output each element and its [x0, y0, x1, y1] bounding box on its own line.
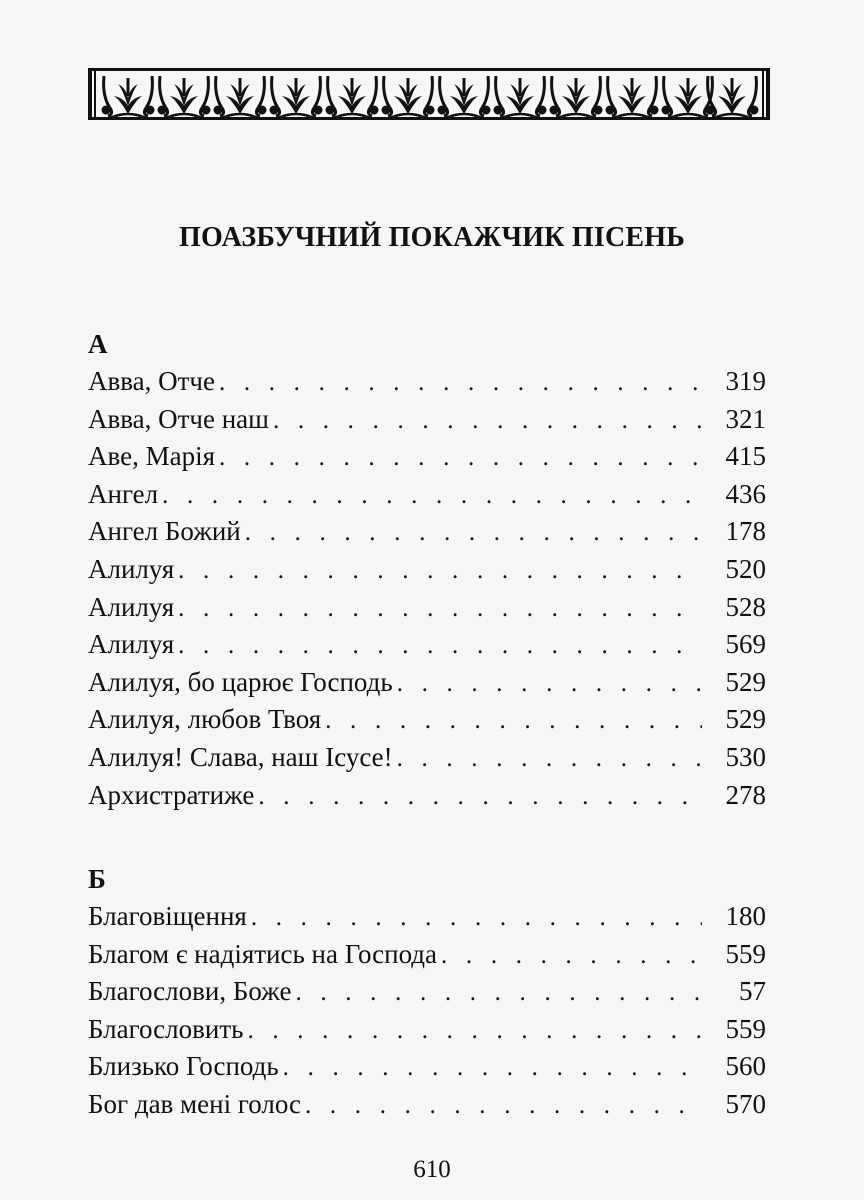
- index-entry: [88, 476, 766, 514]
- index-section-b: [88, 860, 766, 1124]
- dot-leader: [251, 899, 702, 937]
- song-page-number: 570: [725, 1088, 766, 1119]
- song-title: Ангел: [88, 478, 159, 509]
- song-page-number: 415: [725, 441, 766, 472]
- song-title: Алилуя, бо царює Господь: [88, 666, 393, 697]
- dot-leader: [219, 439, 702, 477]
- index-entry: [88, 664, 766, 702]
- song-title: Аве, Марія: [88, 441, 215, 472]
- song-title: Алилуя: [88, 591, 175, 622]
- song-title: Авва, Отче: [88, 366, 215, 396]
- index-entry: [88, 363, 766, 401]
- song-title: Благословить: [88, 1013, 244, 1044]
- index-entry: [88, 936, 766, 974]
- song-page-number: 321: [725, 403, 766, 434]
- song-page-number: 559: [725, 938, 766, 969]
- song-title: Благом є надіятись на Господа: [88, 938, 438, 969]
- index-entry: [88, 1048, 766, 1086]
- index-entry: [88, 626, 766, 664]
- index-entry: [88, 777, 766, 815]
- dot-leader: [325, 702, 702, 740]
- dot-leader: [283, 1049, 702, 1087]
- dot-leader: [295, 974, 702, 1012]
- song-title: Алилуя: [88, 553, 175, 584]
- song-title: Благослови, Боже: [88, 976, 292, 1007]
- index-entry: [88, 1086, 766, 1124]
- index-title: ПОАЗБУЧНИЙ ПОКАЖЧИК ПІСЕНЬ: [179, 222, 685, 253]
- song-title: Алилуя: [88, 629, 175, 660]
- song-page-number: 530: [725, 741, 766, 772]
- dot-leader: [397, 665, 702, 703]
- dot-leader: [273, 402, 702, 440]
- dot-leader: [397, 740, 702, 778]
- index-section-a: [88, 325, 766, 814]
- song-page-number: 560: [725, 1051, 766, 1082]
- section-letter: Б: [88, 864, 106, 894]
- index-entry: [88, 551, 766, 589]
- song-title: Алилуя, любов Твоя: [88, 704, 322, 735]
- dot-leader: [258, 778, 702, 816]
- song-page-number: 278: [725, 779, 766, 810]
- index-entry: [88, 1011, 766, 1049]
- section-letter: А: [88, 329, 108, 359]
- song-title: Благовіщення: [88, 901, 247, 931]
- index-entry: [88, 739, 766, 777]
- index-entry: [88, 589, 766, 627]
- dot-leader: [305, 1087, 702, 1125]
- song-title: Ангел Божий: [88, 516, 241, 547]
- song-title: Алилуя! Слава, наш Ісусе!: [88, 741, 393, 772]
- song-page-number: 180: [725, 901, 766, 931]
- dot-leader: [441, 937, 702, 975]
- song-page-number: 528: [725, 591, 766, 622]
- decorative-ornament-border: [88, 66, 770, 122]
- song-page-number: 520: [725, 553, 766, 584]
- index-entry: [88, 898, 766, 936]
- index-entry: [88, 438, 766, 476]
- index-entry: [88, 701, 766, 739]
- index-entry: [88, 973, 766, 1011]
- page-number: 610: [413, 1156, 451, 1183]
- song-page-number: 319: [725, 366, 766, 396]
- song-page-number: 569: [725, 629, 766, 660]
- song-page-number: 529: [725, 704, 766, 735]
- dot-leader: [219, 364, 702, 402]
- song-page-number: 436: [725, 478, 766, 509]
- dot-leader: [178, 627, 702, 665]
- index-entry: [88, 401, 766, 439]
- dot-leader: [245, 514, 702, 552]
- song-page-number: 559: [725, 1013, 766, 1044]
- song-title: Архистратиже: [88, 779, 255, 810]
- song-page-number: 57: [739, 976, 766, 1007]
- dot-leader: [178, 552, 702, 590]
- dot-leader: [178, 590, 702, 628]
- song-title: Бог дав мені голос: [88, 1088, 301, 1119]
- dot-leader: [247, 1012, 702, 1050]
- dot-leader: [162, 477, 702, 515]
- song-page-number: 529: [725, 666, 766, 697]
- song-page-number: 178: [725, 516, 766, 547]
- index-entry: [88, 513, 766, 551]
- song-title: Авва, Отче наш: [88, 403, 269, 434]
- song-title: Близько Господь: [88, 1051, 279, 1082]
